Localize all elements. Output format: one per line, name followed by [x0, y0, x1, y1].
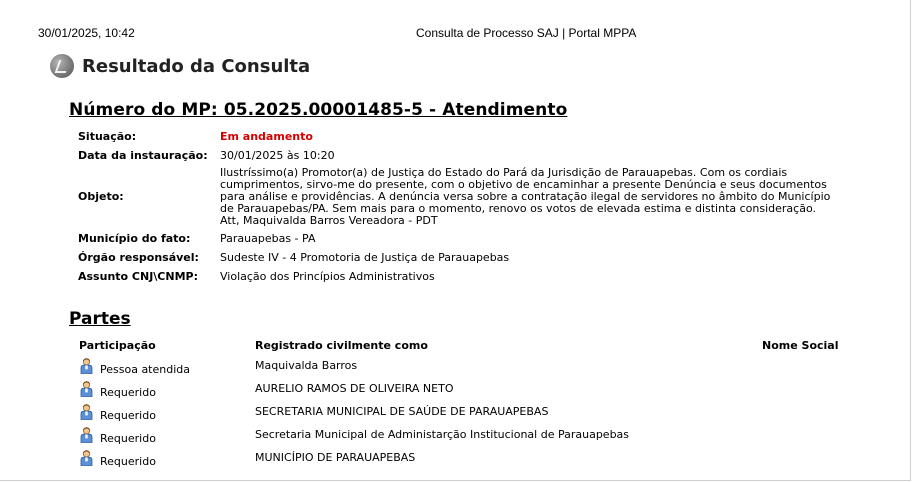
person-icon	[80, 427, 93, 446]
partes-title: Partes	[69, 309, 131, 329]
assunto-value: Violação dos Princípios Administrativos	[220, 269, 435, 283]
mp-number-title: Número do MP: 05.2025.00001485-5 - Atendimento	[69, 100, 568, 120]
col-participacao: Participação	[79, 339, 156, 352]
result-circle-icon	[50, 54, 74, 78]
situacao-value: Em andamento	[220, 129, 313, 143]
print-timestamp: 30/01/2025, 10:42	[38, 26, 135, 40]
objeto-line: Att, Maquivalda Barros Vereadora - PDT	[220, 214, 438, 227]
parte-row	[80, 382, 860, 404]
parte-participacao: Requerido	[100, 455, 156, 468]
orgao-label: Órgão responsável:	[78, 250, 199, 264]
parte-row	[80, 451, 860, 473]
parte-row	[80, 359, 860, 381]
objeto-value	[220, 165, 860, 229]
details-table	[78, 127, 860, 286]
parte-registrado: Secretaria Municipal de Administarção Institucional de Parauapebas	[255, 428, 630, 441]
objeto-label: Objeto:	[78, 190, 124, 203]
person-icon	[80, 381, 93, 400]
municipio-value: Parauapebas - PA	[220, 231, 316, 245]
parte-row	[80, 428, 860, 450]
person-icon	[80, 358, 93, 377]
assunto-label: Assunto CNJ\CNMP:	[78, 269, 198, 283]
municipio-label: Município do fato:	[78, 231, 191, 245]
data-instauracao-value: 30/01/2025 às 10:20	[220, 148, 335, 162]
objeto-line: para análise e providências. A denúncia versa sobre a contratação ilegal de servidores no âmbito do Município	[220, 190, 831, 203]
parte-participacao: Pessoa atendida	[100, 363, 190, 376]
print-page-title: Consulta de Processo SAJ | Portal MPPA	[416, 26, 637, 40]
parte-participacao: Requerido	[100, 432, 156, 445]
result-heading-text: Resultado da Consulta	[82, 55, 311, 77]
parte-row	[80, 405, 860, 427]
person-icon	[80, 450, 93, 469]
col-registrado: Registrado civilmente como	[255, 339, 428, 352]
parte-registrado: SECRETARIA MUNICIPAL DE SAÚDE DE PARAUAPEBAS	[255, 405, 549, 418]
person-icon	[80, 404, 93, 423]
result-heading	[50, 54, 310, 78]
objeto-line: Ilustríssimo(a) Promotor(a) de Justiça do Estado do Pará da Jurisdição de Parauapebas. Com os cordiais	[220, 166, 788, 179]
parte-registrado: MUNICÍPIO DE PARAUAPEBAS	[255, 451, 416, 464]
objeto-line: de Parauapebas/PA. Sem mais para o momento, renovo os votos de elevada estima e distinta consideração.	[220, 202, 816, 215]
parte-registrado: AURELIO RAMOS DE OLIVEIRA NETO	[255, 382, 454, 395]
parte-participacao: Requerido	[100, 409, 156, 422]
col-nome-social: Nome Social	[762, 339, 839, 352]
parte-participacao: Requerido	[100, 386, 156, 399]
orgao-value: Sudeste IV - 4 Promotoria de Justiça de Parauapebas	[220, 250, 510, 264]
data-instauracao-label: Data da instauração:	[78, 148, 208, 162]
parte-registrado: Maquivalda Barros	[255, 359, 358, 372]
objeto-line: cumprimentos, sirvo-me do presente, com o objetivo de encaminhar a presente Denúncia e seus documentos	[220, 178, 827, 191]
situacao-label: Situação:	[78, 129, 137, 143]
